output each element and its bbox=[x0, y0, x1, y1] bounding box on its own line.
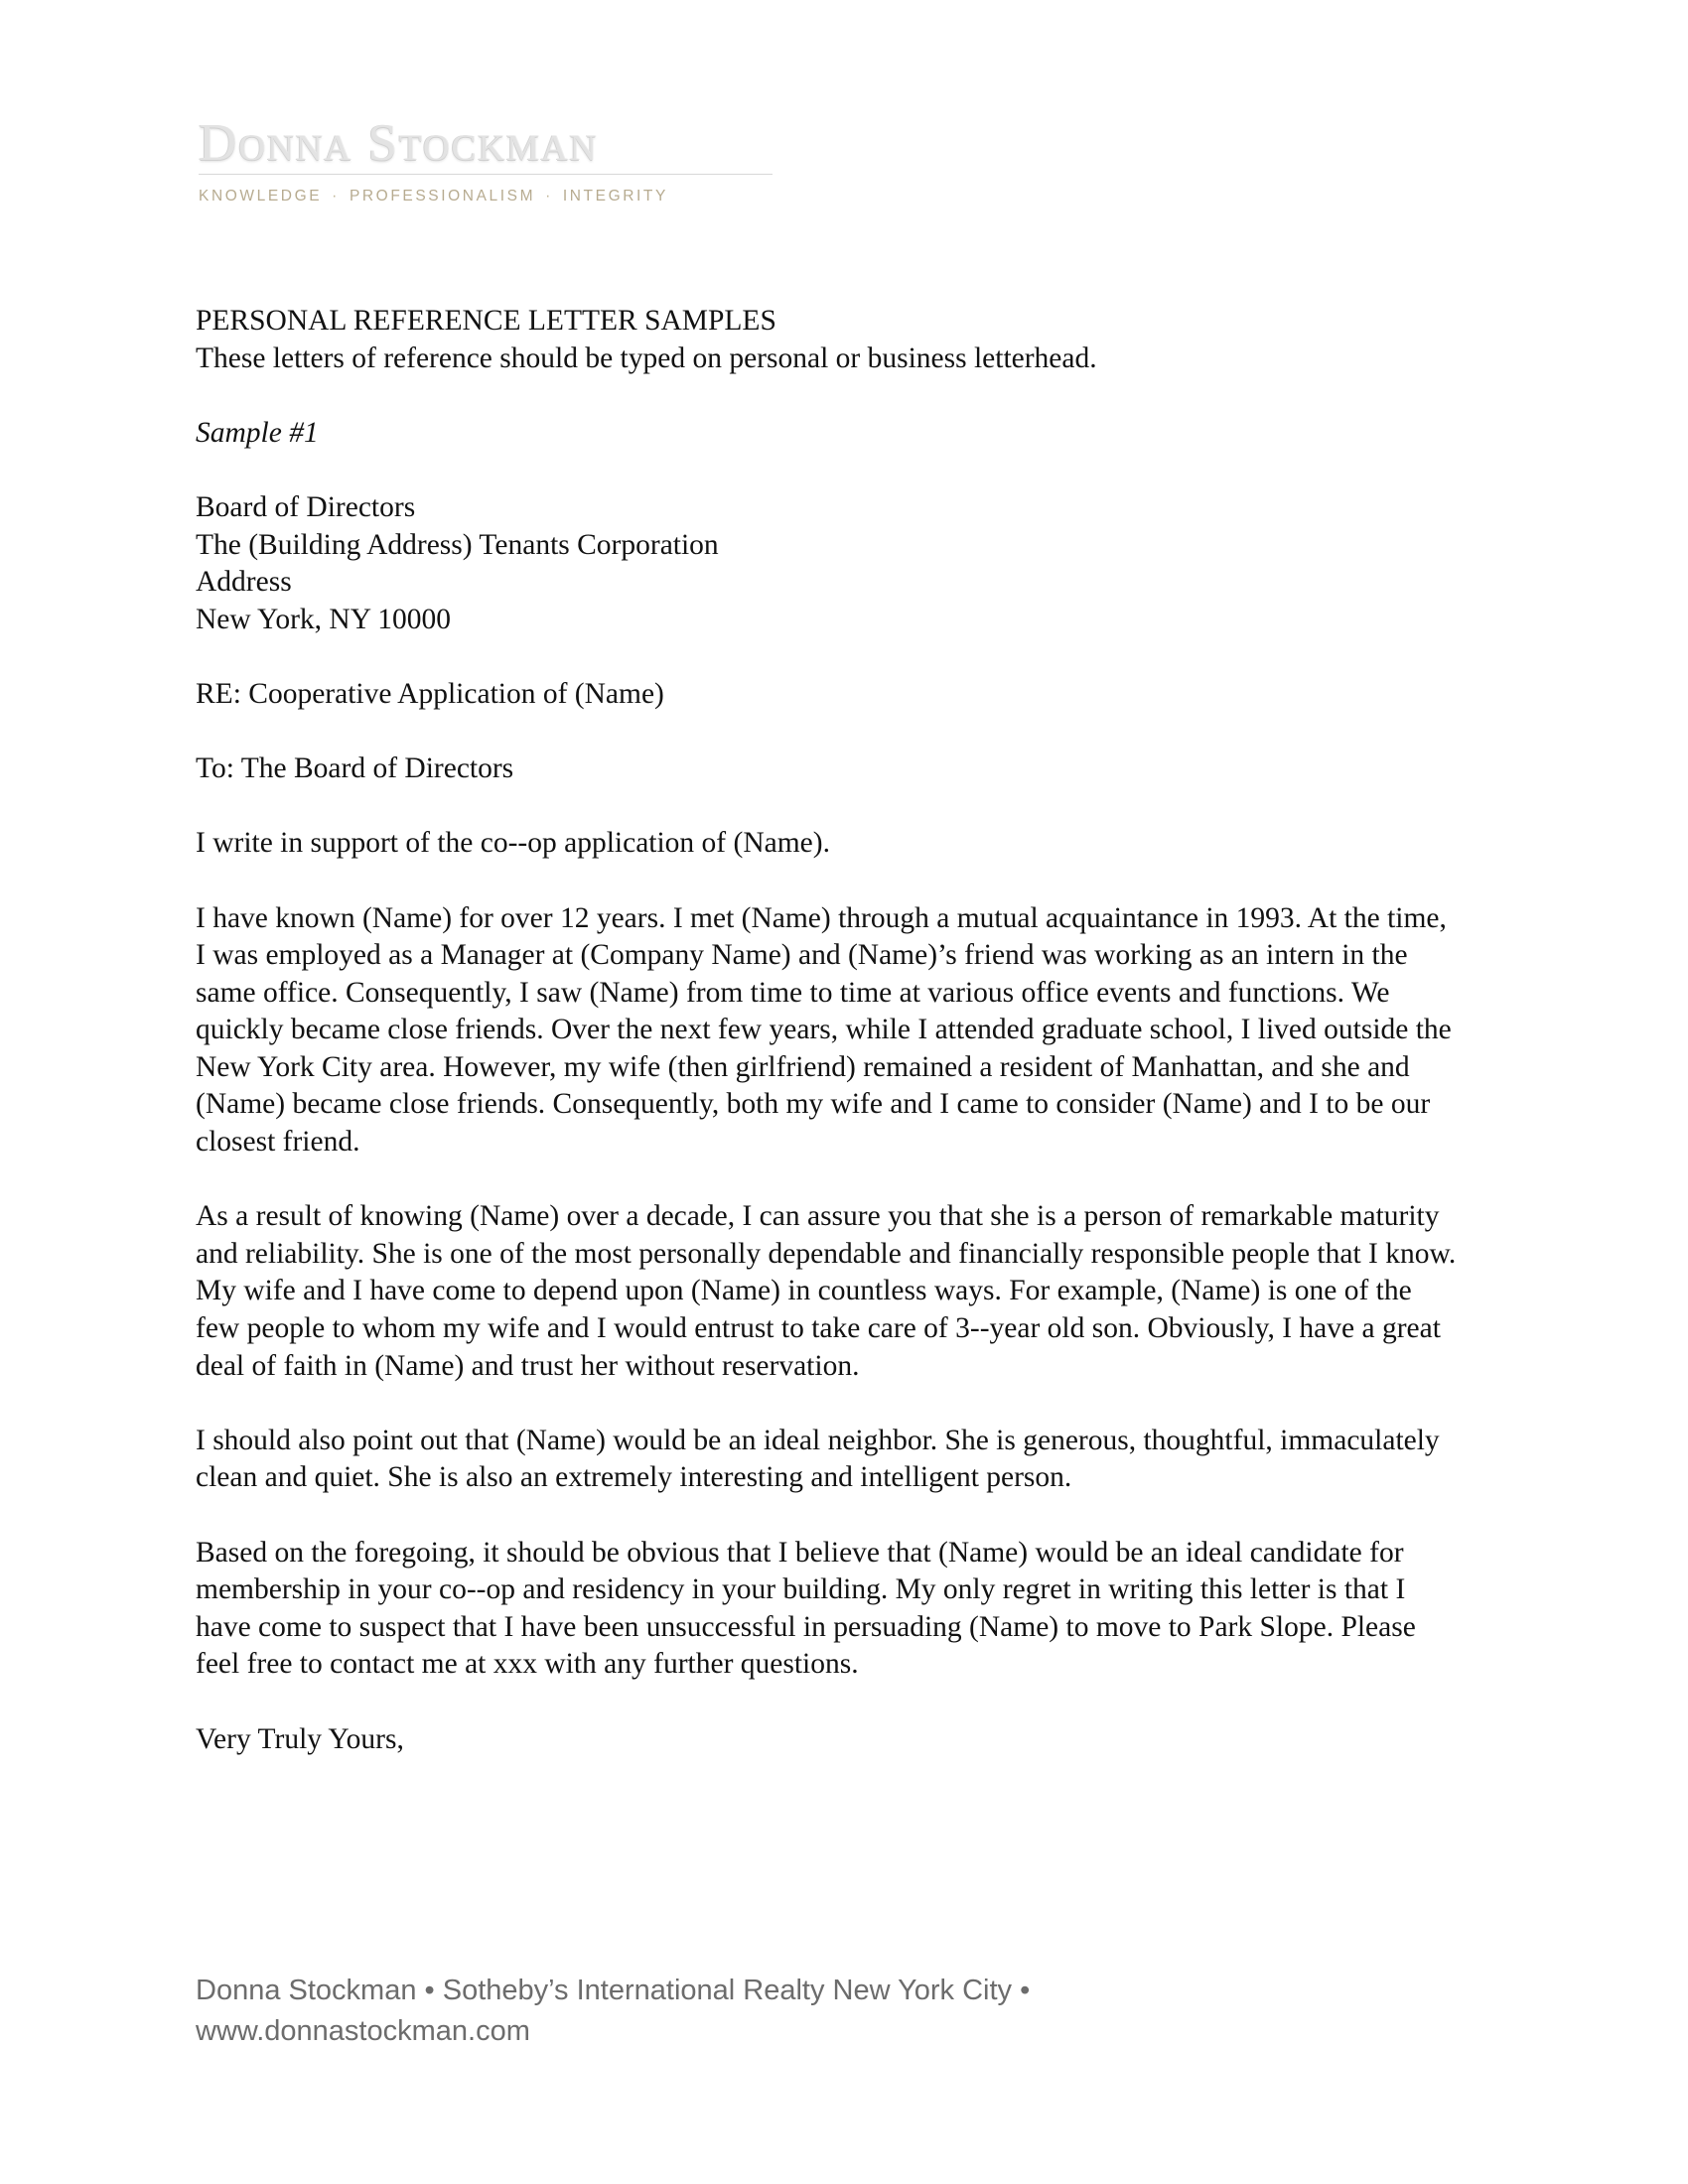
paragraph-3: As a result of knowing (Name) over a decade, I can assure you that she is a person of remarkable maturity and reliability. She is one of the most personally dependable and financially responsible people that I know. My wife and I have come to depend upon (Name) in countless ways. For example, (Name) is one of the few people to whom my wife and I would entrust to take care of 3--year old son. Obviously, I have a great deal of faith in (Name) and trust her without reservation. bbox=[196, 1200, 1457, 1382]
brand-name-logo: Donna Stockman bbox=[199, 114, 599, 172]
letterhead bbox=[199, 114, 784, 205]
tagline-item-knowledge: KNOWLEDGE bbox=[199, 188, 323, 205]
recipient-line-3: Address bbox=[196, 566, 292, 599]
spacer bbox=[196, 714, 1457, 751]
spacer bbox=[196, 1385, 1457, 1423]
recipient-line-4: New York, NY 10000 bbox=[196, 603, 452, 635]
paragraph-2: I have known (Name) for over 12 years. I met (Name) through a mutual acquaintance in 1993. At the time, I was employed as a Manager at (Company Name) and (Name)’s friend was working as an intern in the same office. Consequently, I saw (Name) from time to time at various office events and functions. We quickly became close friends. Over the next few years, while I attended graduate school, I lived outside the New York City area. However, my wife (then girlfriend) remained a resident of Manhattan, and she and (Name) became close friends. Consequently, both my wife and I came to consider (Name) and I to be our closest friend. bbox=[196, 901, 1452, 1159]
recipient-address-block bbox=[196, 489, 1457, 638]
tagline-item-professionalism: PROFESSIONALISM bbox=[349, 188, 536, 205]
spacer bbox=[196, 1684, 1457, 1721]
spacer bbox=[196, 788, 1457, 826]
page-title: PERSONAL REFERENCE LETTER SAMPLES bbox=[196, 305, 776, 337]
recipient-line-1: Board of Directors bbox=[196, 490, 416, 523]
page-footer bbox=[196, 1971, 1506, 2052]
tagline-item-integrity: INTEGRITY bbox=[562, 188, 668, 205]
spacer bbox=[196, 377, 1457, 415]
spacer bbox=[196, 452, 1457, 489]
paragraph-1: I write in support of the co--op application of (Name). bbox=[196, 827, 830, 860]
brand-tagline bbox=[199, 188, 784, 205]
spacer bbox=[196, 638, 1457, 676]
spacer bbox=[196, 863, 1457, 900]
paragraph-5: Based on the foregoing, it should be obvious that I believe that (Name) would be an ideal candidate for membership in your co--op and residency in your building. My only regret in writing this letter is that I have come to suspect that I have been unsuccessful in persuading (Name) to move to Park Slope. Please feel free to contact me at xxx with any further questions. bbox=[196, 1536, 1416, 1681]
page-subtitle: These letters of reference should be typed on personal or business letterhead. bbox=[196, 341, 1097, 374]
letter-body bbox=[196, 303, 1457, 1758]
tagline-separator-2: · bbox=[545, 188, 553, 205]
salutation: To: The Board of Directors bbox=[196, 752, 514, 785]
spacer bbox=[196, 1161, 1457, 1199]
sample-label: Sample #1 bbox=[196, 416, 319, 449]
closing-salutation: Very Truly Yours, bbox=[196, 1722, 404, 1755]
re-line: RE: Cooperative Application of (Name) bbox=[196, 677, 664, 710]
paragraph-4: I should also point out that (Name) would be an ideal neighbor. She is generous, thoughtful, immaculately clean and quiet. She is also an extremely interesting and intelligent person. bbox=[196, 1424, 1440, 1494]
footer-line-contact: Donna Stockman • Sotheby’s International Realty New York City • bbox=[196, 1975, 1031, 2006]
footer-line-website: www.donnastockman.com bbox=[196, 2015, 530, 2047]
tagline-separator-1: · bbox=[332, 188, 340, 205]
brand-divider-rule bbox=[199, 174, 773, 175]
spacer bbox=[196, 1497, 1457, 1535]
recipient-line-2: The (Building Address) Tenants Corporation bbox=[196, 528, 719, 561]
